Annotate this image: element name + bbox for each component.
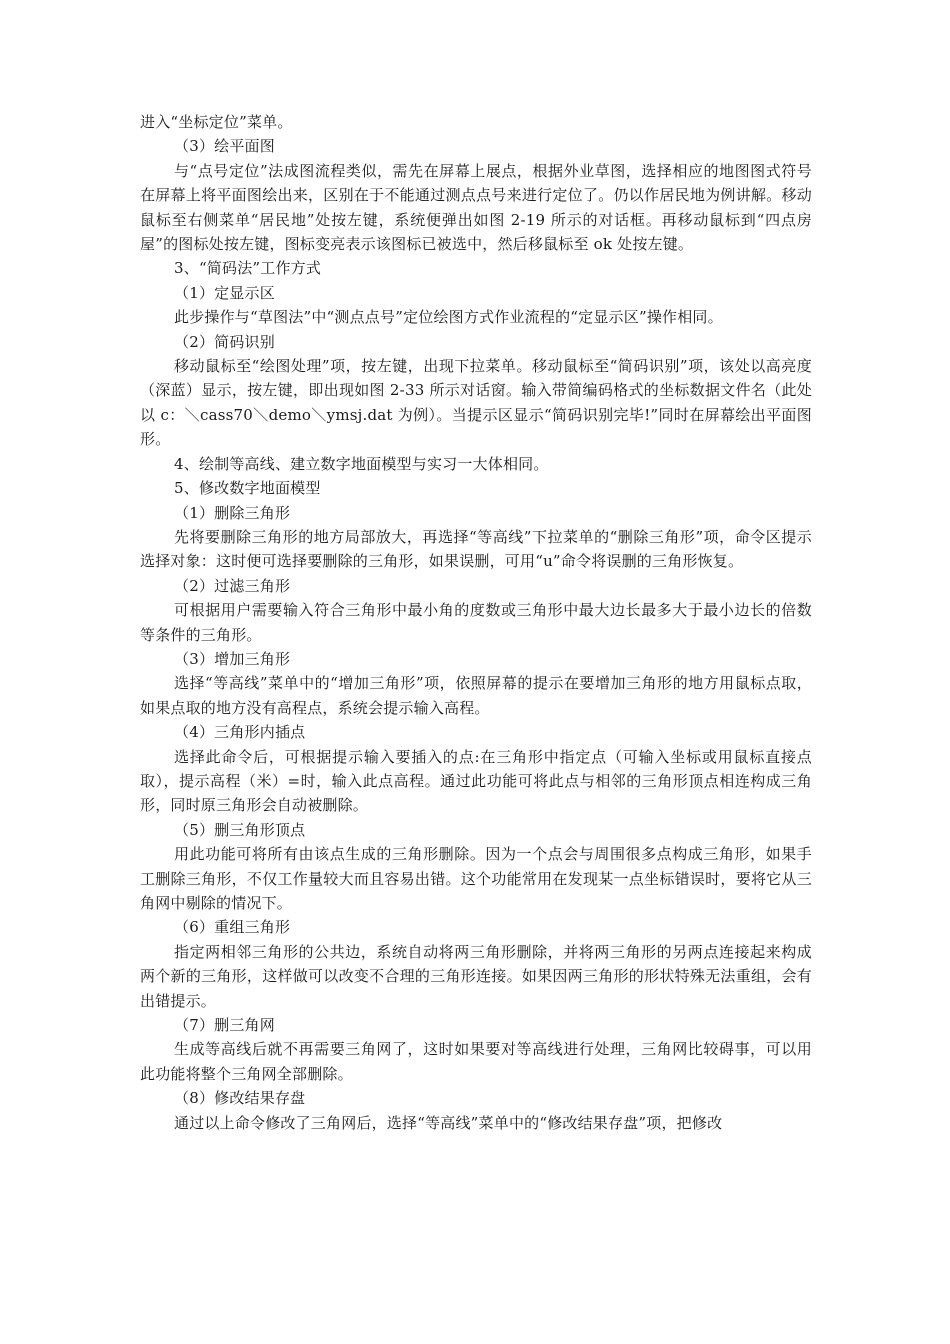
- section-heading: 3、“简码法”工作方式: [174, 259, 322, 278]
- section-heading: 5、修改数字地面模型: [174, 479, 321, 498]
- section-heading: （1）定显示区: [174, 283, 275, 302]
- section-heading: （4）三角形内插点: [174, 723, 306, 742]
- paragraph: 通过以上命令修改了三角网后，选择“等高线”菜单中的“修改结果存盘”项，把修改: [174, 1113, 723, 1132]
- paragraph: 选择“等高线”菜单中的“增加三角形”项，依照屏幕的提示在要增加三角形的地方用鼠标点取，如果点取的地方没有高程点，系统会提示输入高程。: [140, 674, 812, 717]
- section-heading: （2）过滤三角形: [174, 576, 291, 595]
- paragraph: 与“点号定位”法成图流程类似，需先在屏幕上展点，根据外业草图，选择相应的地图图式符号在屏幕上将平面图绘出来，区别在于不能通过测点点号来进行定位了。仍以作居民地为例讲解。移动鼠标至右侧菜单“居民地”处按左键，系统便弹出如图 2-19 所示的对话框。再移动鼠标到“四点房屋”的图标处按左键，图标变亮表示该图标已被选中，然后移鼠标至 ok 处按左键。: [140, 161, 812, 254]
- paragraph: 移动鼠标至“绘图处理”项，按左键，出现下拉菜单。移动鼠标至“简码识别”项，该处以高亮度（深蓝）显示，按左键，即出现如图 2-33 所示对话窗。输入带简编码格式的坐标数据文件名（此处以 c：＼cass70＼demo＼ymsj.dat 为例）。当提示区显示“简码识别完毕!”同时在屏幕绘出平面图形。: [140, 357, 812, 449]
- section-heading: （6）重组三角形: [174, 918, 291, 937]
- paragraph: 用此功能可将所有由该点生成的三角形删除。因为一个点会与周围很多点构成三角形，如果手工删除三角形，不仅工作量较大而且容易出错。这个功能常用在发现某一点坐标错误时，要将它从三角网中剔除的情况下。: [140, 845, 812, 912]
- section-heading: （3）增加三角形: [174, 649, 291, 668]
- section-heading: （7）删三角网: [174, 1016, 275, 1035]
- document-body: [140, 110, 812, 1135]
- section-heading: （1）删除三角形: [174, 503, 291, 522]
- paragraph: 进入“坐标定位”菜单。: [140, 113, 293, 131]
- paragraph: 选择此命令后，可根据提示输入要插入的点:在三角形中指定点（可输入坐标或用鼠标直接点取），提示高程（米）=时，输入此点高程。通过此功能可将此点与相邻的三角形顶点相连构成三角形，同时原三角形会自动被删除。: [140, 747, 812, 815]
- paragraph: 指定两相邻三角形的公共边，系统自动将两三角形删除，并将两三角形的另两点连接起来构成两个新的三角形，这样做可以改变不合理的三角形连接。如果因两三角形的形状特殊无法重组，会有出错提示。: [140, 942, 812, 1010]
- section-heading: （5）删三角形顶点: [174, 820, 306, 839]
- paragraph: 可根据用户需要输入符合三角形中最小角的度数或三角形中最大边长最多大于最小边长的倍数等条件的三角形。: [140, 601, 812, 644]
- section-heading: 4、绘制等高线、建立数字地面模型与实习一大体相同。: [174, 454, 549, 473]
- paragraph: 此步操作与“草图法”中“测点点号”定位绘图方式作业流程的“定显示区”操作相同。: [174, 308, 723, 327]
- section-heading: （2）简码识别: [174, 332, 275, 351]
- paragraph: 先将要删除三角形的地方局部放大，再选择“等高线”下拉菜单的“删除三角形”项，命令区提示选择对象：这时便可选择要删除的三角形，如果误删，可用“u”命令将误删的三角形恢复。: [140, 527, 812, 571]
- section-heading: （3）绘平面图: [174, 137, 275, 156]
- section-heading: （8）修改结果存盘: [174, 1089, 306, 1108]
- paragraph: 生成等高线后就不再需要三角网了，这时如果要对等高线进行处理，三角网比较碍事，可以用此功能将整个三角网全部删除。: [140, 1040, 812, 1083]
